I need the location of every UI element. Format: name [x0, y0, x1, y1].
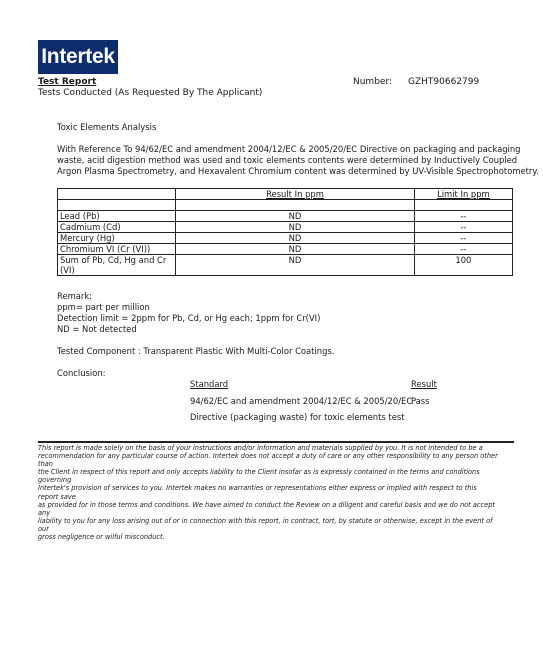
element-cell: Mercury (Hg): [58, 233, 176, 244]
disclaimer-line: This report is made solely on the basis of your instructions and/or information and materials supplied by you. It is not intended to be a: [38, 444, 483, 452]
element-cell: Chromium VI (Cr (VI)): [58, 244, 176, 255]
table-spacer-row: [58, 200, 513, 211]
disclaimer-line: gross negligence or wilful misconduct.: [38, 533, 165, 542]
limit-cell: --: [414, 211, 512, 222]
limit-cell: 100: [414, 255, 512, 276]
standard-line-1: 94/62/EC and amendment 2004/12/EC & 2005/20/EC: [190, 396, 413, 406]
table-header-row: [58, 189, 513, 200]
limit-cell: --: [414, 233, 512, 244]
tested-component: Tested Component : Transparent Plastic With Multi-Color Coatings.: [57, 346, 335, 356]
intro-line-1: With Reference To 94/62/EC and amendment 2004/12/EC & 2005/20/EC Directive on packaging and packaging: [57, 144, 521, 154]
remark-label: Remark:: [57, 291, 93, 301]
conclusion-label: Conclusion:: [57, 368, 106, 378]
element-cell: Lead (Pb): [58, 211, 176, 222]
remark-line-1: ppm= part per million: [57, 302, 150, 312]
section-heading: Toxic Elements Analysis: [57, 122, 157, 132]
limit-cell: --: [414, 244, 512, 255]
standard-header: Standard: [190, 379, 229, 389]
table-row: [58, 244, 513, 255]
result-value: Pass: [411, 396, 430, 406]
result-cell: ND: [176, 233, 415, 244]
intertek-logo: Intertek: [38, 40, 118, 74]
result-cell: ND: [176, 244, 415, 255]
remark-line-2: Detection limit = 2ppm for Pb, Cd, or Hg each; 1ppm for Cr(VI): [57, 313, 321, 323]
result-header: Result: [411, 379, 437, 389]
report-number-label: Number:: [353, 77, 393, 87]
header-cell-element: [58, 189, 176, 200]
table-row: [58, 255, 513, 276]
results-table: [57, 188, 513, 276]
header-cell-limit: Limit In ppm: [414, 189, 512, 200]
table-row: [58, 211, 513, 222]
limit-cell: --: [414, 222, 512, 233]
result-cell: ND: [176, 255, 415, 276]
intro-line-3: Argon Plasma Spectrometry, and Hexavalent Chromium content was determined by UV-Visible Spectrophotometry.: [57, 166, 539, 176]
header-cell-result: Result In ppm: [176, 189, 415, 200]
result-cell: ND: [176, 222, 415, 233]
disclaimer-line: the Client in respect of this report and only accepts liability to the Client insofar as is expressly contained in the terms and conditions governing: [38, 468, 480, 485]
disclaimer-line: as provided for in those terms and conditions. We have aimed to conduct the Review on a diligent and careful basis and we do not accept any: [38, 500, 495, 517]
table-row: [58, 233, 513, 244]
element-cell: Sum of Pb, Cd, Hg and Cr (VI): [58, 255, 176, 276]
disclaimer-line: Intertek's provision of services to you. Intertek makes no warranties or representations either express or implied with respect to this report save: [38, 484, 477, 501]
disclaimer-line: liability to you for any loss arising out of or in connection with this report, in contract, tort, by statute or otherwise, except in the event of our: [38, 516, 493, 533]
disclaimer-divider: [38, 441, 514, 443]
disclaimer: [38, 444, 498, 541]
standard-line-2: Directive (packaging waste) for toxic elements test: [190, 412, 405, 422]
report-subtitle: Tests Conducted (As Requested By The Applicant): [38, 88, 263, 98]
result-cell: ND: [176, 211, 415, 222]
disclaimer-line: recommendation for any particular course of action. Intertek does not accept a duty of care or any other responsibility to any person other than: [38, 452, 498, 469]
report-title: Test Report: [38, 77, 97, 87]
remark-line-3: ND = Not detected: [57, 324, 137, 334]
element-cell: Cadmium (Cd): [58, 222, 176, 233]
report-number-value: GZHT90662799: [408, 77, 480, 87]
table-row: [58, 222, 513, 233]
intro-line-2: waste, acid digestion method was used and toxic elements contents were determined by Inductively Coupled: [57, 155, 518, 165]
